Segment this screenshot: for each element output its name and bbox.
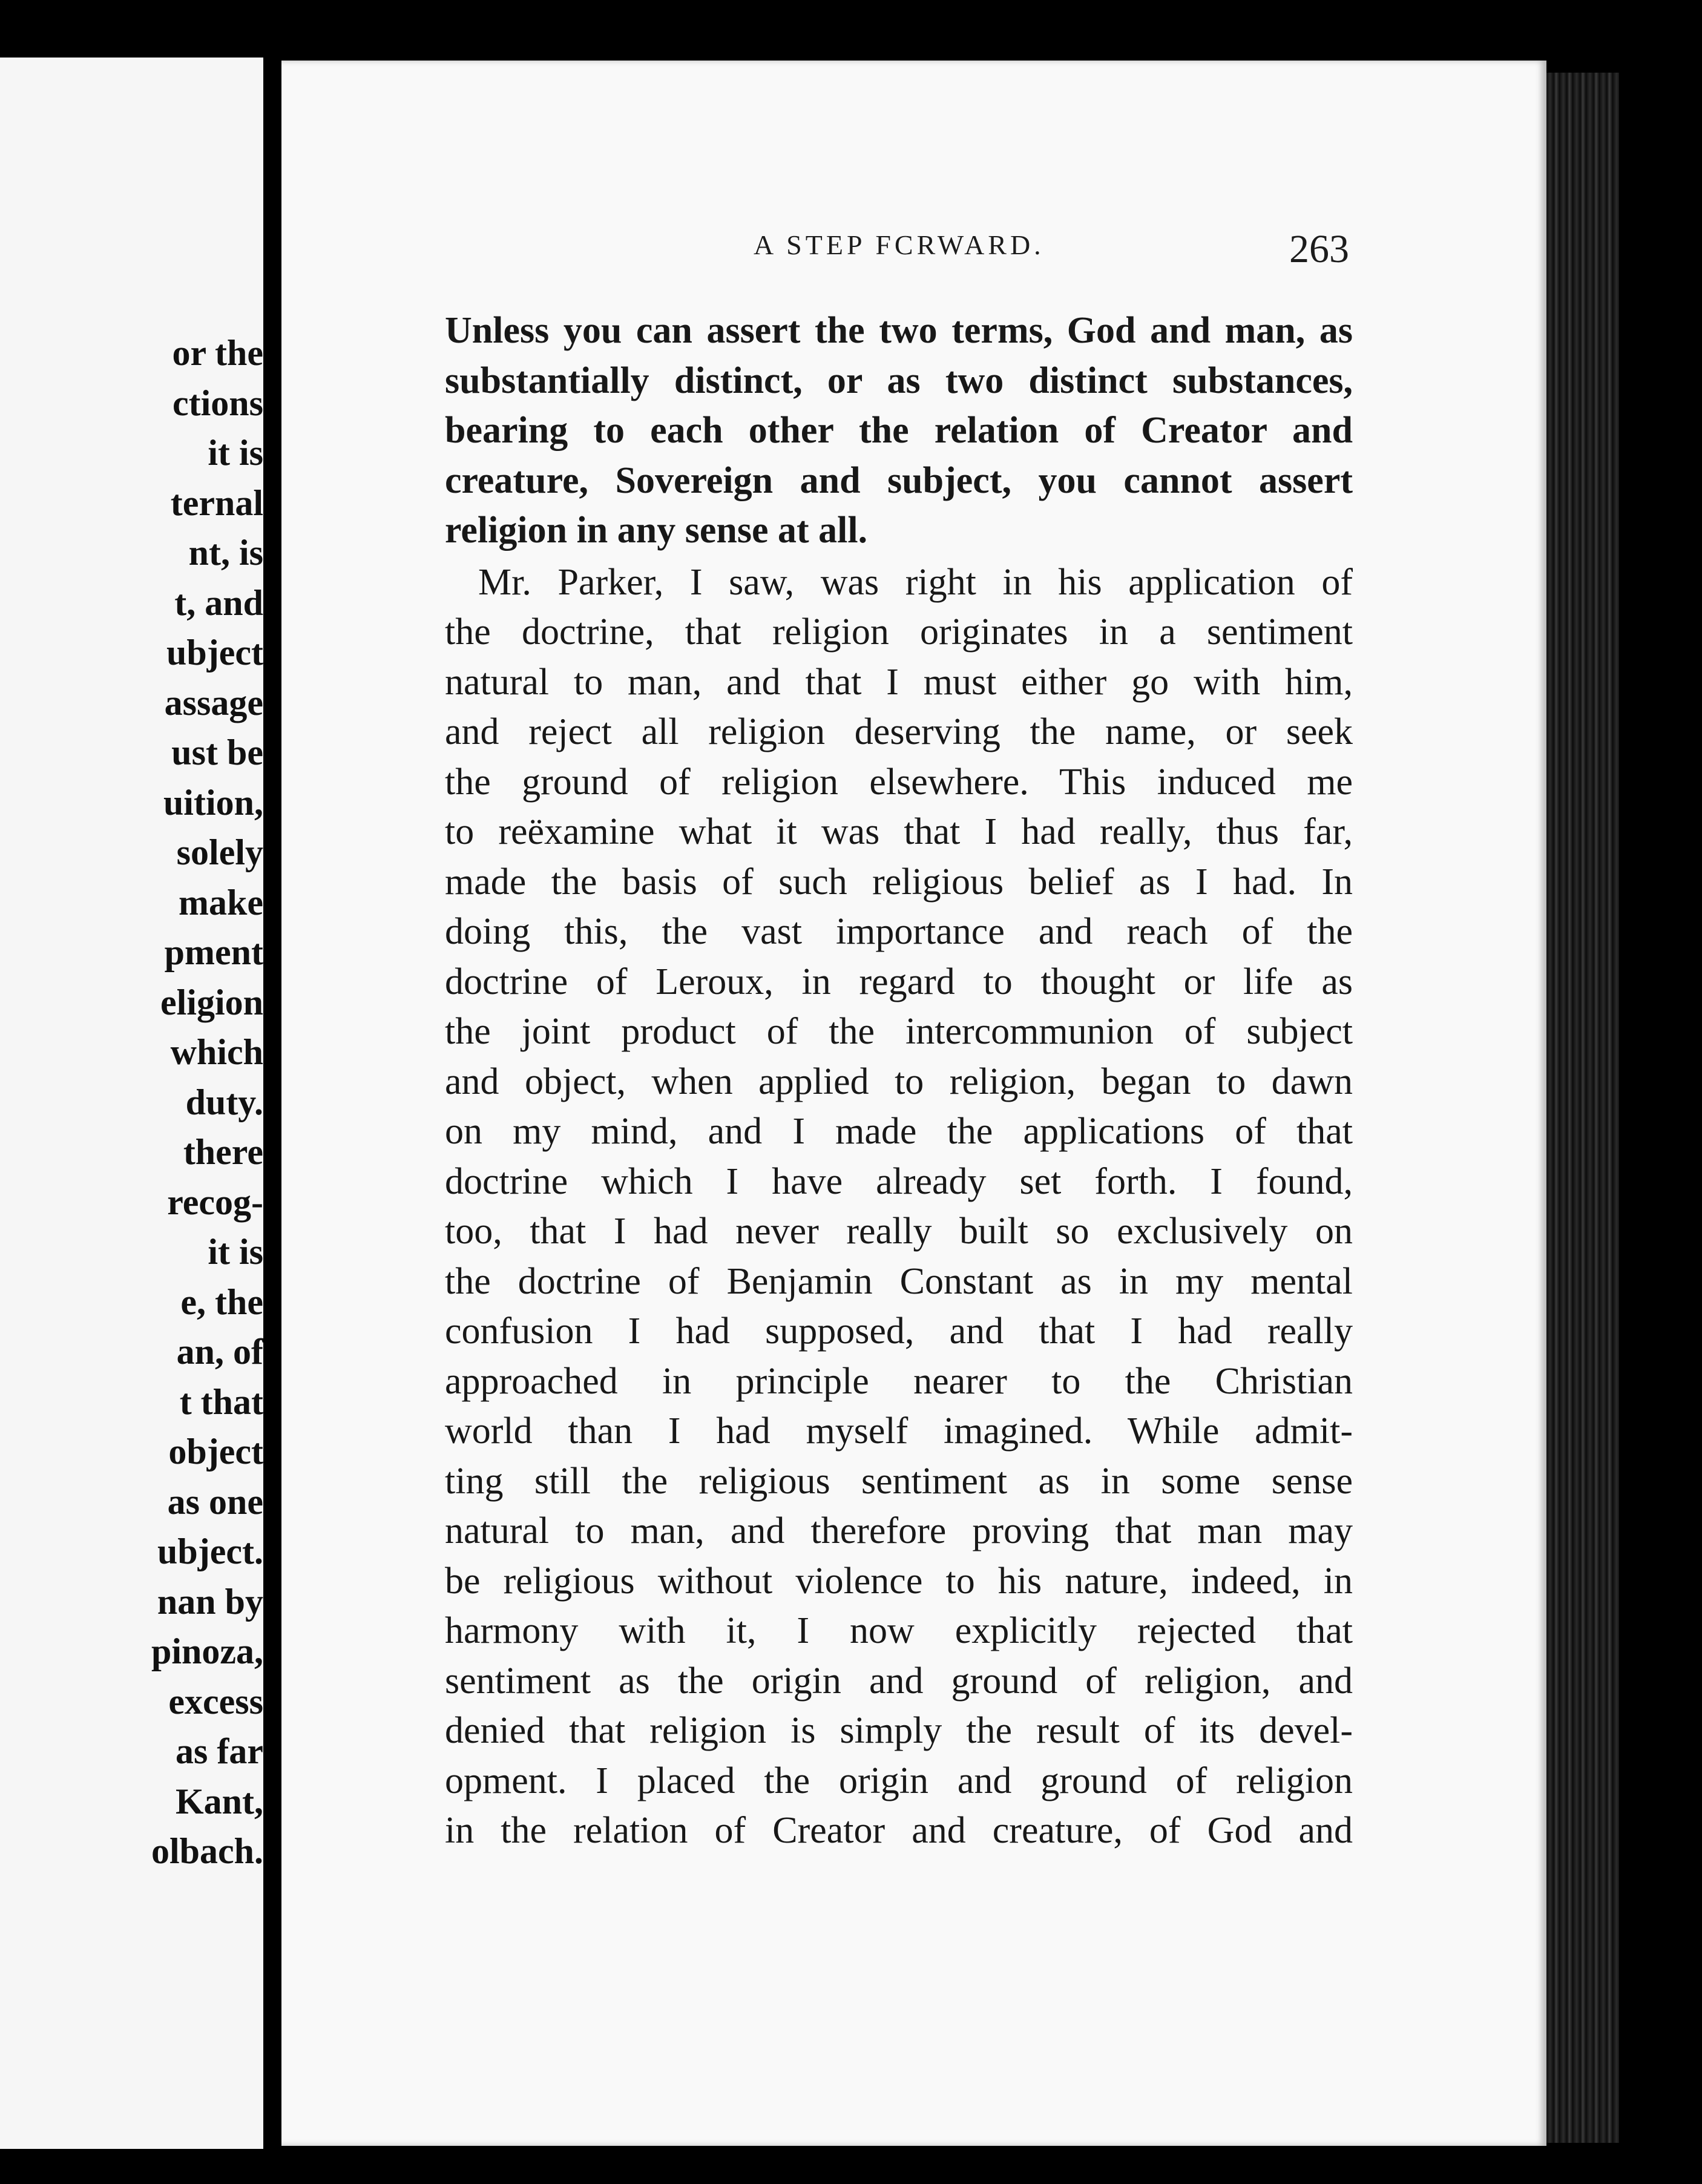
left-line: there <box>183 1132 263 1172</box>
left-line: duty. <box>185 1082 263 1122</box>
left-line: recog- <box>167 1182 263 1222</box>
text-line: on my mind, and I made the applications of that <box>445 1111 1353 1152</box>
left-page <box>0 58 263 2149</box>
left-line: Kant, <box>175 1781 263 1821</box>
left-line: or the <box>172 333 263 373</box>
left-line: t, and <box>174 582 263 623</box>
text-line: doing this, the vast importance and reach of the <box>445 911 1353 952</box>
left-line: as one <box>167 1481 263 1522</box>
left-line: e, the <box>180 1281 263 1322</box>
text-line: doctrine which I have already set forth. I found, <box>445 1160 1353 1202</box>
body-text <box>445 306 1353 1856</box>
left-line: t that <box>179 1381 263 1422</box>
text-line: the doctrine of Benjamin Constant as in my mental <box>445 1260 1353 1302</box>
left-line: ctions <box>172 383 263 423</box>
text-line: harmony with it, I now explicitly rejected that <box>445 1610 1353 1651</box>
running-head: A STEP FCRWARD. <box>754 229 1045 260</box>
left-line: pment <box>164 932 263 972</box>
text-line: the ground of religion elsewhere. This induced me <box>445 761 1353 803</box>
text-line: confusion I had supposed, and that I had really <box>445 1311 1353 1352</box>
text-line: the joint product of the intercommunion of subject <box>445 1011 1353 1052</box>
text-line: denied that religion is simply the result of its devel- <box>445 1710 1353 1751</box>
text-line: religion in any sense at all. <box>445 510 868 551</box>
text-line: to reëxamine what it was that I had really, thus far, <box>445 811 1353 852</box>
left-line: an, of <box>176 1332 263 1372</box>
left-line: olbach. <box>151 1831 263 1871</box>
left-line: ternal <box>170 482 263 523</box>
text-line: Unless you can assert the two terms, God and man, as <box>445 310 1353 351</box>
left-line: nan by <box>157 1581 263 1622</box>
text-line: and object, when applied to religion, began to dawn <box>445 1061 1353 1102</box>
text-line: opment. I placed the origin and ground of religion <box>445 1760 1353 1801</box>
text-line: approached in principle nearer to the Christian <box>445 1360 1353 1402</box>
text-line: be religious without violence to his nature, indeed, in <box>445 1560 1353 1602</box>
text-line: bearing to each other the relation of Creator and <box>445 410 1353 451</box>
text-line: too, that I had never really built so exclusively on <box>445 1211 1353 1252</box>
left-line: ubject. <box>157 1531 263 1571</box>
paragraph-first-line: Mr. Parker, I saw, was right in his application of <box>478 561 1353 603</box>
left-line: it is <box>208 1232 263 1272</box>
book-gutter <box>263 0 281 2184</box>
left-line: object <box>168 1432 263 1472</box>
text-line: creature, Sovereign and subject, you cannot assert <box>445 459 1353 501</box>
text-line: natural to man, and therefore proving that man may <box>445 1510 1353 1551</box>
text-line: doctrine of Leroux, in regard to thought or life as <box>445 961 1353 1002</box>
left-line: eligion <box>160 982 263 1022</box>
left-line: which <box>170 1032 263 1072</box>
text-line: ting still the religious sentiment as in some sense <box>445 1460 1353 1502</box>
left-line: uition, <box>163 782 263 823</box>
left-line: pinoza, <box>151 1631 263 1671</box>
text-line: sentiment as the origin and ground of religion, and <box>445 1660 1353 1702</box>
text-line: and reject all religion deserving the name, or seek <box>445 711 1353 752</box>
text-line: in the relation of Creator and creature, of God and <box>445 1810 1353 1851</box>
page-number: 263 <box>1289 227 1349 271</box>
left-page-text <box>151 328 263 1876</box>
page-edges <box>1546 73 1619 2143</box>
left-line: it is <box>208 433 263 473</box>
left-line: excess <box>168 1681 263 1722</box>
text-line: made the basis of such religious belief as I had. In <box>445 861 1353 903</box>
text-line: world than I had myself imagined. While admit- <box>445 1410 1353 1452</box>
left-line: solely <box>176 832 263 872</box>
left-line: assage <box>164 682 263 723</box>
text-line: the doctrine, that religion originates in a sentiment <box>445 611 1353 653</box>
text-line: substantially distinct, or as two distinct substances, <box>445 360 1353 401</box>
text-line: natural to man, and that I must either go with him, <box>445 661 1353 703</box>
left-line: nt, is <box>188 533 263 573</box>
left-line: ubject <box>166 633 263 673</box>
left-line: as far <box>176 1731 263 1771</box>
left-line: make <box>179 882 263 923</box>
left-line: ust be <box>171 732 263 772</box>
